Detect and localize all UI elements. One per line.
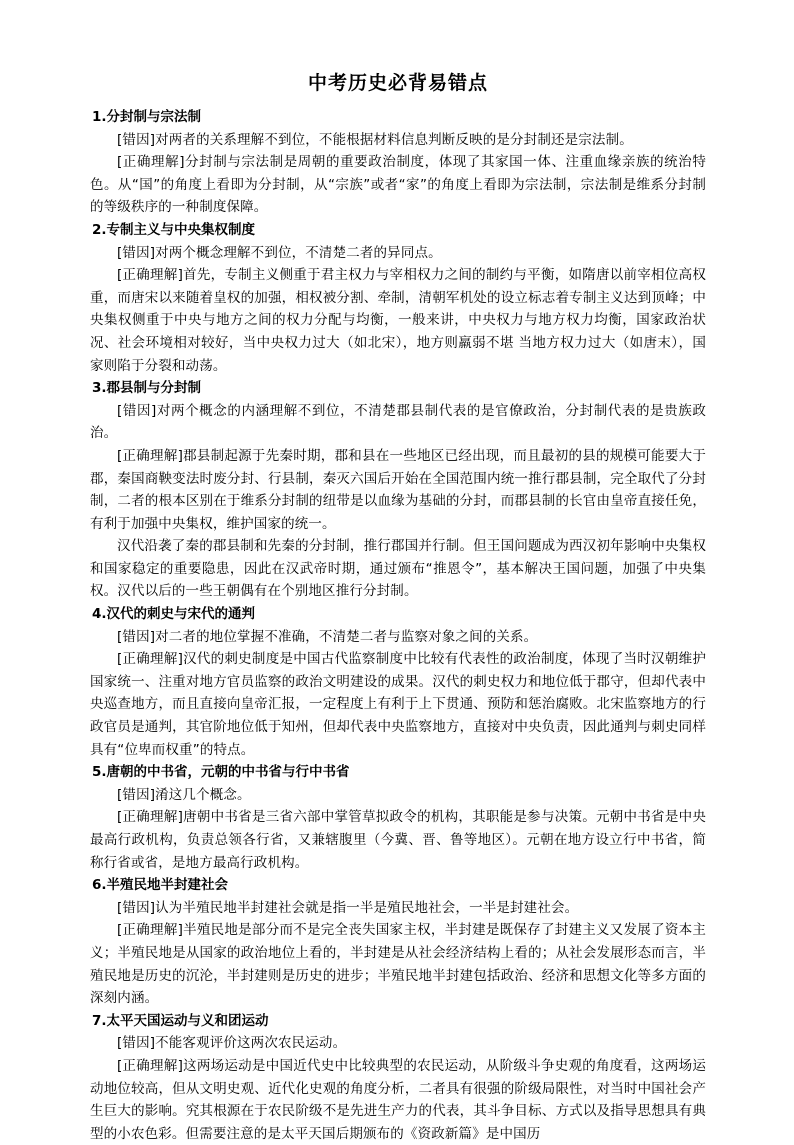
section-heading: 7.太平天国运动与义和团运动 — [92, 1012, 269, 1029]
section-3 — [90, 377, 706, 603]
cause-paragraph: [错因]对两个概念的内涵理解不到位，不清楚郡县制代表的是官僚政治，分封制代表的是贵族政治。 — [90, 402, 706, 442]
cause-paragraph: [错因]不能客观评价这两次农民运动。 — [117, 1035, 347, 1052]
cause-paragraph: [错因]对两者的关系理解不到位，不能根据材料信息判断反映的是分封制还是宗法制。 — [117, 131, 633, 148]
cause-paragraph: [错因]淆这几个概念。 — [117, 786, 251, 803]
section-heading: 5.唐朝的中书省，元朝的中书省与行中书省 — [92, 764, 350, 781]
document-title: 中考历史必背易错点 — [307, 72, 488, 94]
section-heading: 4.汉代的刺史与宋代的通判 — [92, 606, 256, 623]
section-4 — [90, 603, 706, 761]
cause-paragraph: [错因]认为半殖民地半封建社会就是指一半是殖民地社会，一半是封建社会。 — [117, 899, 579, 916]
explanation-paragraph: 汉代沿袭了秦的郡县制和先秦的分封制，推行郡国并行制。但王国问题成为西汉初年影响中央集权和国家稳定的重要隐患，因此在汉武帝时期，通过颁布“推恩令”，基本解决王国问题，加强了中央集权。汉代以后的一些王朝偶有在个别地区推行分封制。 — [90, 538, 706, 600]
explanation-paragraph: [正确理解]首先，专制主义侧重于君主权力与宰相权力之间的制约与平衡，如隋唐以前宰相位高权重，而唐宋以来随着皇权的加强，相权被分割、牵制，清朝军机处的设立标志着专制主义达到顶峰；中央集权侧重于中央与地方之间的权力分配与均衡，一般来讲，中央权力与地方权力均衡，国家政治状况、社会环境相对较好，当中央权力过大（如北宋），地方则羸弱不堪 当地方权力过大（如唐末），国家则陷于分裂和动荡。 — [90, 267, 706, 374]
section-1 — [90, 106, 706, 219]
section-7 — [90, 1010, 706, 1145]
explanation-paragraph: [正确理解]这两场运动是中国近代史中比较典型的农民运动，从阶级斗争史观的角度看，这两场运动地位较高，但从文明史观、近代化史观的角度分析，二者具有很强的阶级局限性，对当时中国社会产生巨大的影响。究其根源在于农民阶级不是先进生产力的代表，其斗争目标、方式以及指导思想具有典型的小农色彩。但需要注意的是太平天国后期颁布的《资政新篇》是中国历 — [90, 1057, 706, 1142]
section-6 — [90, 874, 706, 1010]
explanation-paragraph: [正确理解]汉代的刺史制度是中国古代监察制度中比较有代表性的政治制度，体现了当时汉朝维护国家统一、注重对地方官员监察的政治文明建设的成果。汉代的刺史权力和地位低于郡守，但却代表中央巡查地方，而且直接向皇帝汇报，一定程度上有利于上下贯通、预防和惩治腐败。北宋监察地方的行政官员是通判，其官阶地位低于知州，但却代表中央监察地方，直接对中央负责，因此通判与刺史同样具有“位卑而权重”的特点。 — [90, 651, 706, 758]
section-heading: 1.分封制与宗法制 — [92, 109, 202, 125]
section-heading: 6.半殖民地半封建社会 — [92, 877, 229, 894]
explanation-paragraph: [正确理解]唐朝中书省是三省六部中掌管草拟政令的机构，其职能是参与决策。元朝中书省是中央最高行政机构，负责总领各行省，又兼辖腹里（今冀、晋、鲁等地区）。元朝在地方设立行中书省，简称行省或省，是地方最高行政机构。 — [90, 809, 706, 871]
section-5 — [90, 761, 706, 874]
section-2 — [90, 219, 706, 377]
cause-paragraph: [错因]对两个概念理解不到位，不清楚二者的异同点。 — [117, 244, 442, 261]
explanation-paragraph: [正确理解]半殖民地是部分而不是完全丧失国家主权，半封建是既保存了封建主义又发展了资本主义；半殖民地是从国家的政治地位上看的，半封建是从社会经济结构上看的；从社会发展形态而言，半殖民地是历史的沉沦，半封建则是历史的进步；半殖民地半封建包括政治、经济和思想文化等多方面的深刻内涵。 — [90, 922, 706, 1007]
section-heading: 2.专制主义与中央集权制度 — [92, 221, 256, 238]
explanation-paragraph: [正确理解]分封制与宗法制是周朝的重要政治制度，体现了其家国一体、注重血缘亲族的统治特色。从“国”的角度上看即为分封制，从“宗族”或者“家”的角度上看即为宗法制，宗法制是维系分封制的等级秩序的一种制度保障。 — [90, 154, 706, 216]
section-heading: 3.郡县制与分封制 — [92, 380, 202, 397]
cause-paragraph: [错因]对二者的地位掌握不准确，不清楚二者与监察对象之间的关系。 — [117, 628, 538, 645]
explanation-paragraph: [正确理解]郡县制起源于先秦时期，郡和县在一些地区已经出现，而且最初的县的规模可能要大于郡，秦国商鞅变法时废分封、行县制，秦灭六国后开始在全国范围内统一推行郡县制，完全取代了分封制，二者的根本区别在于维系分封制的纽带是以血缘为基础的分封，而郡县制的长官由皇帝直接任免，有利于加强中央集权，维护国家的统一。 — [90, 447, 706, 532]
